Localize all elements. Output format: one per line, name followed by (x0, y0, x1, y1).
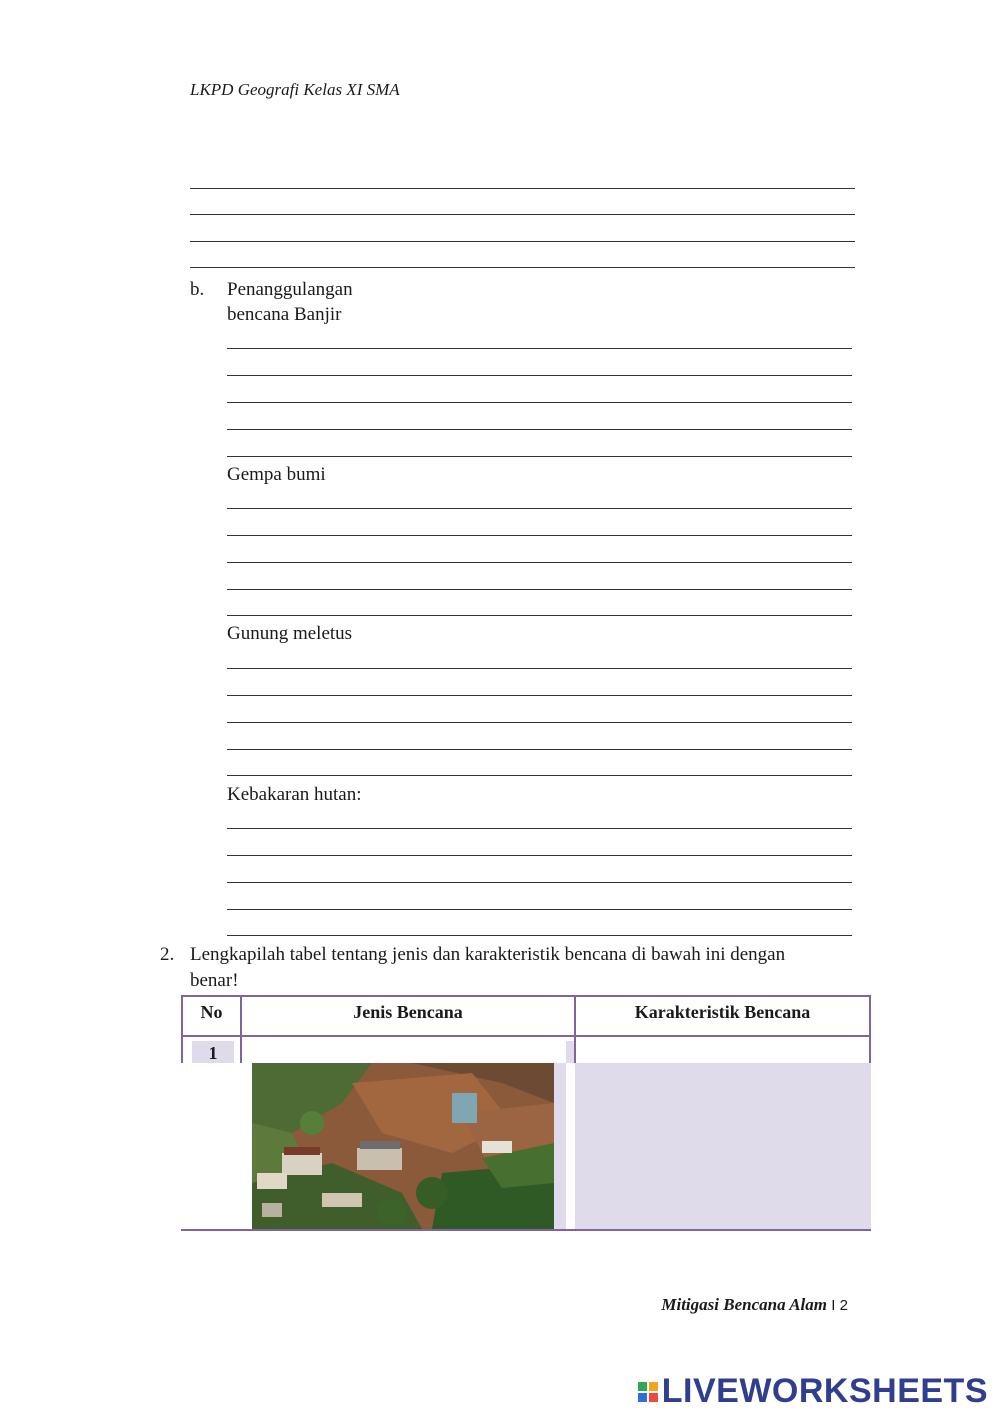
footer-title: Mitigasi Bencana Alam (661, 1295, 827, 1314)
answer-line[interactable] (227, 429, 852, 430)
kebakaran-label: Kebakaran hutan: (227, 784, 362, 805)
answer-line[interactable] (227, 855, 852, 856)
answer-line[interactable] (227, 828, 852, 829)
answer-line[interactable] (227, 722, 852, 723)
answer-line[interactable] (227, 535, 852, 536)
gempa-label: Gempa bumi (227, 464, 326, 485)
answer-line[interactable] (227, 695, 852, 696)
question-2-number: 2. (160, 944, 175, 965)
answer-line[interactable] (227, 775, 852, 776)
row-1-karakteristik-cell[interactable] (574, 1037, 871, 1063)
table-row (181, 1063, 871, 1231)
answer-line[interactable] (190, 214, 855, 215)
answer-line[interactable] (227, 375, 852, 376)
header-no: No (181, 995, 242, 1037)
answer-line[interactable] (227, 882, 852, 883)
answer-line[interactable] (227, 935, 852, 936)
answer-line[interactable] (190, 188, 855, 189)
answer-line[interactable] (227, 909, 852, 910)
page-header: LKPD Geografi Kelas XI SMA (190, 80, 400, 99)
answer-line[interactable] (227, 562, 852, 563)
answer-line[interactable] (227, 508, 852, 509)
answer-line[interactable] (227, 749, 852, 750)
watermark-brand: LIVEWORKSHEETS (661, 1372, 988, 1410)
cell-shade (566, 1041, 574, 1063)
cell-shade (554, 1063, 566, 1229)
question-2-text-line2: benar! (190, 970, 239, 991)
banjir-label-line1: Penanggulangan (227, 279, 353, 300)
page-number: 2 (839, 1297, 848, 1314)
liveworksheets-logo-icon (638, 1382, 658, 1402)
answer-line[interactable] (227, 668, 852, 669)
answer-line[interactable] (227, 589, 852, 590)
answer-line[interactable] (190, 241, 855, 242)
row-1-jenis-cell (240, 1037, 576, 1063)
header-jenis-bencana: Jenis Bencana (240, 995, 576, 1037)
liveworksheets-watermark (638, 1372, 988, 1411)
answer-line[interactable] (227, 615, 852, 616)
banjir-label-line2: bencana Banjir (227, 304, 342, 325)
karakteristik-answer-area[interactable] (575, 1063, 871, 1229)
footer-separator: I (831, 1297, 836, 1314)
disaster-table (181, 995, 871, 1231)
row-number: 1 (192, 1041, 234, 1063)
page-footer (661, 1295, 848, 1315)
answer-line[interactable] (227, 402, 852, 403)
answer-line[interactable] (190, 267, 855, 268)
answer-line[interactable] (227, 348, 852, 349)
gunung-label: Gunung meletus (227, 623, 353, 644)
landslide-photo (252, 1063, 554, 1229)
section-b-marker: b. (190, 279, 205, 300)
question-2-text-line1: Lengkapilah tabel tentang jenis dan karakteristik bencana di bawah ini dengan (190, 944, 786, 965)
header-karakteristik-bencana: Karakteristik Bencana (574, 995, 871, 1037)
row-1-no-cell (181, 1037, 242, 1063)
answer-line[interactable] (227, 456, 852, 457)
